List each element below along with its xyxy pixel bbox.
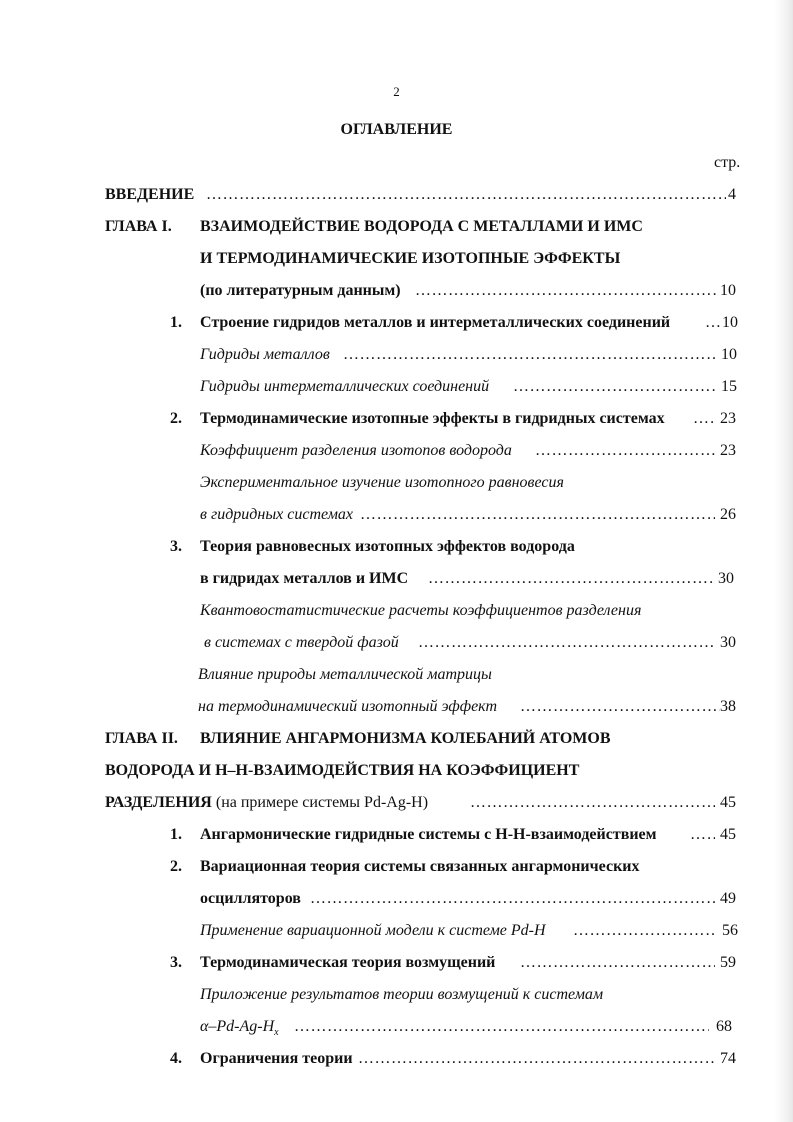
page-number: 2 — [393, 84, 400, 99]
entry-page: 74 — [720, 1050, 736, 1067]
entry-title: Гидриды металлов — [200, 346, 330, 363]
entry-title-subscript: x — [274, 1027, 279, 1039]
entry-title: Термодинамическая теория возмущений — [200, 954, 496, 971]
section-3a-title-line-1[interactable]: Квантовостатистические расчеты коэффициентов разделения — [200, 602, 642, 619]
entry-title: Строение гидридов металлов и интерметаллических соединений — [200, 314, 671, 331]
toc-entry-ch2-section-3a[interactable] — [0, 1017, 793, 1037]
entry-page: 56 — [722, 922, 738, 939]
chapter-2-label: ГЛАВА II. — [105, 730, 178, 747]
entry-title: в гидридных системах — [200, 506, 354, 523]
toc-entry-ch2-section-2[interactable] — [0, 889, 793, 909]
toc-entry-intro[interactable] — [0, 185, 793, 205]
chapter-2-title-line-2[interactable]: ВОДОРОДА И Н–Н-ВЗАИМОДЕЙСТВИЯ НА КОЭФФИЦИЕНТ — [105, 762, 580, 779]
leader-dots — [693, 409, 715, 429]
leader-dots — [470, 793, 715, 813]
entry-title: в системах с твердой фазой — [204, 634, 399, 651]
toc-entry-chapter-1[interactable] — [0, 281, 793, 301]
entry-page: 15 — [721, 378, 737, 395]
ch2-section-2-title-line-1[interactable]: Вариационная теория системы связанных ангармонических — [200, 858, 640, 875]
entry-page: 26 — [720, 506, 736, 523]
leader-dots — [428, 569, 713, 589]
leader-dots — [418, 633, 715, 653]
section-2b-title-line-1[interactable]: Экспериментальное изучение изотопного равновесия — [200, 474, 564, 491]
entry-page: 23 — [720, 442, 736, 459]
entry-title: Применение вариационной модели к системе Pd-H — [200, 922, 546, 939]
ch2-section-3a-title-line-1[interactable]: Приложение результатов теории возмущений к системам — [200, 986, 604, 1003]
section-number: 3. — [170, 538, 182, 555]
entry-page: 30 — [718, 570, 734, 587]
chapter-2-title-line-1[interactable]: ВЛИЯНИЕ АНГАРМОНИЗМА КОЛЕБАНИЙ АТОМОВ — [200, 730, 611, 747]
toc-entry-section-1[interactable] — [0, 313, 793, 333]
toc-entry-chapter-2[interactable] — [0, 793, 793, 813]
toc-entry-section-2[interactable] — [0, 409, 793, 429]
leader-dots — [513, 377, 715, 397]
entry-title: Ангармонические гидридные системы с Н-Н-взаимодействием — [200, 826, 657, 843]
toc-entry-section-1b[interactable] — [0, 377, 793, 397]
toc-entry-section-2b[interactable] — [0, 505, 793, 525]
section-number: 1. — [170, 826, 182, 843]
toc-entry-ch2-section-1[interactable] — [0, 825, 793, 845]
toc-entry-section-3[interactable] — [0, 569, 793, 589]
entry-title: Термодинамические изотопные эффекты в гидридных системах — [200, 410, 665, 427]
section-3-title-line-1[interactable]: Теория равновесных изотопных эффектов водорода — [200, 538, 575, 555]
entry-page: 10 — [721, 346, 737, 363]
section-number: 2. — [170, 410, 182, 427]
section-number: 3. — [170, 954, 182, 971]
leader-dots — [573, 921, 715, 941]
entry-title: в гидридах металлов и ИМС — [200, 570, 409, 587]
entry-page: 49 — [720, 890, 736, 907]
entry-page: 4 — [728, 186, 736, 203]
entry-page: 10 — [720, 282, 736, 299]
section-3b-title-line-1[interactable]: Влияние природы металлической матрицы — [198, 666, 492, 683]
entry-title: Коэффициент разделения изотопов водорода — [200, 442, 512, 459]
section-number: 2. — [170, 858, 182, 875]
leader-dots — [294, 1017, 709, 1037]
toc-entry-section-3a[interactable] — [0, 633, 793, 653]
entry-title — [105, 793, 428, 813]
toc-title: ОГЛАВЛЕНИЕ — [340, 121, 453, 138]
section-number: 4. — [170, 1050, 182, 1067]
entry-page: 45 — [720, 794, 736, 811]
toc-entry-ch2-section-2a[interactable] — [0, 921, 793, 941]
leader-dots — [520, 697, 720, 717]
entry-page: 10 — [722, 314, 738, 331]
entry-page: 30 — [720, 634, 736, 651]
leader-dots — [358, 1049, 715, 1069]
leader-dots — [310, 889, 718, 909]
entry-title: Гидриды интерметаллических соединений — [200, 378, 490, 395]
toc-entry-ch2-section-4[interactable] — [0, 1049, 793, 1069]
entry-title-bold: РАЗДЕЛЕНИЯ — [105, 794, 212, 811]
entry-page: 38 — [720, 698, 736, 715]
leader-dots — [535, 441, 715, 461]
toc-entry-section-1a[interactable] — [0, 345, 793, 365]
entry-title: ВВЕДЕНИЕ — [105, 186, 195, 203]
entry-title-main: α–Pd-Ag-H — [200, 1018, 275, 1035]
section-number: 1. — [170, 314, 182, 331]
leader-dots — [690, 825, 715, 845]
chapter-1-title-line-1[interactable]: ВЗАИМОДЕЙСТВИЕ ВОДОРОДА С МЕТАЛЛАМИ И ИМС — [200, 218, 643, 235]
entry-page: 59 — [720, 954, 736, 971]
entry-title — [200, 1017, 279, 1043]
leader-dots — [520, 953, 715, 973]
entry-title: Ограничения теории — [200, 1050, 353, 1067]
leader-dots — [705, 313, 721, 333]
toc-entry-section-3b[interactable] — [0, 697, 793, 717]
toc-entry-section-2a[interactable] — [0, 441, 793, 461]
entry-title-rest: (на примере системы Pd-Ag-H) — [211, 794, 429, 811]
leader-dots — [206, 185, 726, 205]
page-column-label: стр. — [714, 154, 741, 171]
toc-entry-ch2-section-3[interactable] — [0, 953, 793, 973]
leader-dots — [343, 345, 715, 365]
leader-dots — [415, 281, 718, 301]
chapter-1-title-line-2[interactable]: И ТЕРМОДИНАМИЧЕСКИЕ ИЗОТОПНЫЕ ЭФФЕКТЫ — [200, 250, 621, 267]
entry-page: 45 — [720, 826, 736, 843]
leader-dots — [360, 505, 715, 525]
entry-page: 23 — [720, 410, 736, 427]
entry-title: осцилляторов — [200, 890, 301, 907]
entry-title: (по литературным данным) — [200, 282, 401, 299]
chapter-1-label: ГЛАВА I. — [105, 218, 172, 235]
entry-title: на термодинамический изотопный эффект — [198, 698, 497, 715]
entry-page: 68 — [716, 1018, 732, 1035]
